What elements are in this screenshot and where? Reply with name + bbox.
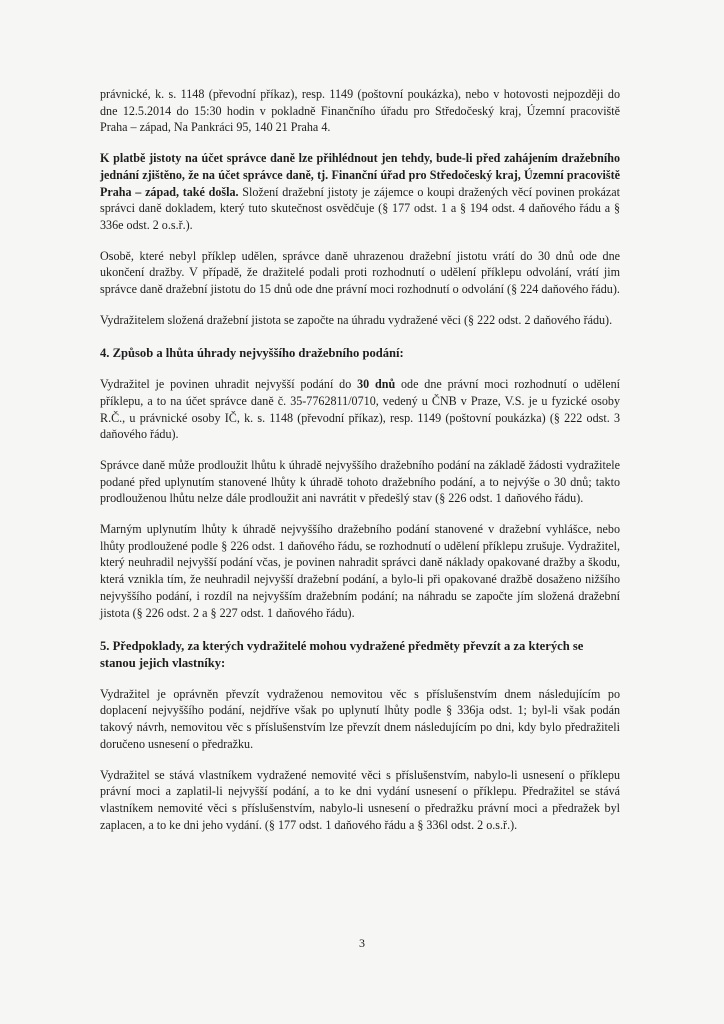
section-heading-4: 4. Způsob a lhůta úhrady nejvyššího dražebního podání:	[100, 346, 404, 361]
section-heading-5: 5. Předpoklady, za kterých vydražitelé mohou vydražené předměty převzít a za kterých se stanou jejich vlastníky:	[100, 639, 584, 670]
deposit-condition-bold-text: K platbě jistoty na účet správce daně lze přihlédnout jen tehdy, bude-li před zahájením dražebního jednání zjištěno, že na účet správce daně, tj. Finanční úřad pro Středočeský kraj, Územní pracoviště Praha – západ, také došla.	[100, 151, 620, 199]
paragraph-takeover: Vydražitel je oprávněn převzít vydraženou nemovitou věc s příslušenstvím dnem následujícím po doplacení nejvyššího podání, nejdříve však po uplynutí lhůty podle § 336ja odst. 1; byl-li však podán takový návrh, nemovitou věc s příslušenstvím lze převzít dnem následujícím po dni, kdy bylo předražiteli doručeno usnesení o předražku.	[100, 686, 620, 751]
paragraph-ownership: Vydražitel se stává vlastníkem vydražené nemovité věci s příslušenstvím, nabylo-li usnesení o příklepu právní moci a zaplatil-li nejvyšší podání, a to ke dni vydání usnesení o příklepu. Předražitel se stává vlastníkem nemovité věci s příslušenstvím, nabylo-li usnesení o předražku právní moci a předražek byl zaplacen, a to ke dni jeho vydání. (§ 177 odst. 1 daňového řádu a § 336l odst. 2 o.s.ř.).	[100, 767, 620, 832]
paragraph-deposit-offset: Vydražitelem složená dražební jistota se započte na úhradu vydražené věci (§ 222 odst. 2 daňového řádu).	[100, 312, 613, 327]
page-number: 3	[359, 936, 365, 950]
paragraph-deadline-extension: Správce daně může prodloužit lhůtu k úhradě nejvyššího dražebního podání na základě žádosti vydražitele podané před uplynutím stanovené lhůty k úhradě tohoto dražebního podání, a to nejvýše o 30 dnů; takto prodlouženou lhůtu nelze dále prodloužit ani navrátit v předešlý stav (§ 226 odst. 1 daňového řádu).	[100, 457, 620, 506]
paragraph-payment-methods: právnické, k. s. 1148 (převodní příkaz), resp. 1149 (poštovní poukázka), nebo v hotovosti nejpozději do dne 12.5.2014 do 15:30 hodin v pokladně Finančního úřadu pro Středočeský kraj, Územní pracoviště Praha – západ, Na Pankráci 95, 140 21 Praha 4.	[100, 87, 620, 135]
paragraph-payment-deadline	[100, 376, 620, 443]
paragraph-deposit-return: Osobě, které nebyl příklep udělen, správce daně uhrazenou dražební jistotu vrátí do 30 dnů ode dne ukončení dražby. V případě, že dražitelé podali proti rozhodnutí o udělení příklepu odvolání, vrátí jim správce daně dražební jistotu do 15 dnů ode dne právní moci rozhodnutí o odvolání (§ 224 daňového řádu).	[100, 248, 620, 297]
deposit-condition-text: Složení dražební jistoty je zájemce o koupi dražených věcí povinen prokázat správci daně dokladem, který tuto skutečnost osvědčuje (§ 177 odst. 1 a § 194 odst. 4 daňového řádu a § 336e odst. 2 o.s.ř.).	[100, 184, 620, 232]
payment-deadline-text-a: Vydražitel je povinen uhradit nejvyšší podání do	[100, 377, 358, 392]
paragraph-deposit-condition	[100, 150, 620, 234]
paragraph-missed-deadline: Marným uplynutím lhůty k úhradě nejvyššího dražebního podání stanovené v dražební vyhlášce, nebo lhůty prodloužené podle § 226 odst. 1 daňového řádu, se rozhodnutí o udělení příklepu zrušuje. Vydražitel, který neuhradil nejvyšší podání včas, je povinen nahradit správci daně náklady opakované dražby a škodu, která vznikla tím, že neuhradil nejvyšší dražební podání, a bylo-li při opakované dražbě dosaženo nižšího nejvyššího podání, i rozdíl na nejvyšším dražebním podání; na náhradu se započte jím složená dražební jistota (§ 226 odst. 2 a § 227 odst. 1 daňového řádu).	[100, 522, 620, 620]
payment-deadline-text-b: ode dne právní moci rozhodnutí o udělení příklepu, a to na účet správce daně č. 35-7762811/0710, vedený u ČNB v Praze, V.S. je u fyzické osoby R.Č., u právnické osoby IČ, k. s. 1148 (převodní příkaz), resp. 1149 (poštovní poukázka) (§ 222 odst. 3 daňového řádu).	[100, 377, 620, 442]
payment-deadline-days: 30 dnů	[357, 377, 396, 392]
